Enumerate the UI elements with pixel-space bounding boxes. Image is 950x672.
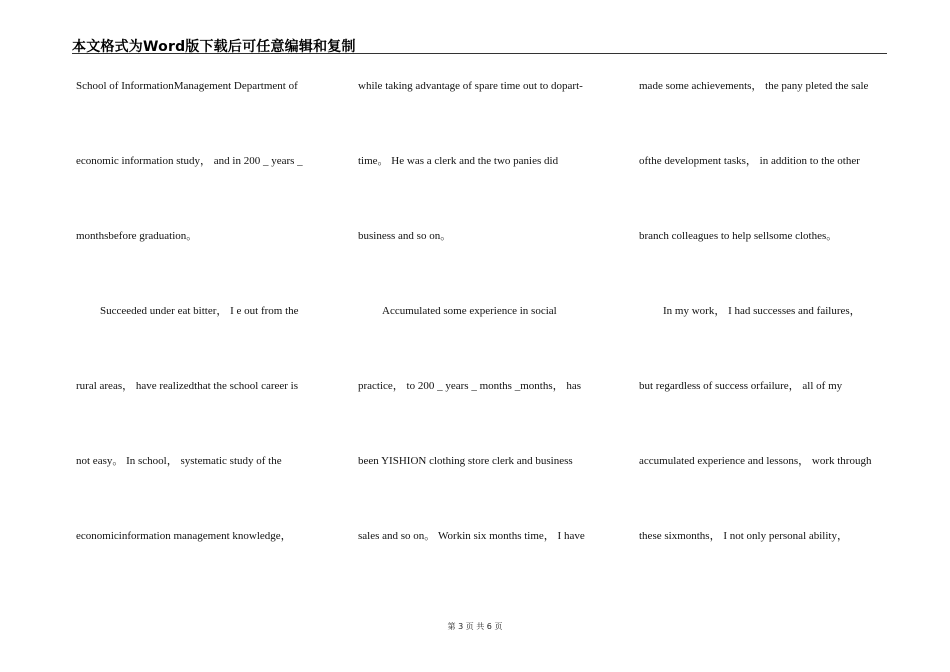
column-3-line-5: but regardless of success orfailure， all of my [639, 380, 843, 392]
column-1-line-1: School of InformationManagement Department of [76, 80, 298, 92]
column-3-line-3: branch colleagues to help sellsome clothes。 [639, 230, 838, 242]
page-number-footer: 第 3 页 共 6 页 [447, 622, 503, 631]
column-3-line-4: In my work， I had successes and failures， [663, 305, 861, 317]
document-header-title: 本文格式为Word版下载后可任意编辑和复制 [72, 39, 356, 55]
column-1-line-3: monthsbefore graduation。 [76, 230, 198, 242]
column-1-line-5: rural areas， have realizedthat the school career is [76, 380, 299, 392]
column-3-line-7: these sixmonths， I not only personal ability， [639, 530, 848, 542]
column-2-line-6: been YISHION clothing store clerk and business [358, 455, 573, 467]
column-3-line-2: ofthe development tasks， in addition to the other [639, 155, 860, 167]
column-3-line-1: made some achievements， the pany pleted the sale [639, 80, 869, 92]
header-divider [72, 53, 887, 54]
column-1-line-4: Succeeded under eat bitter， I e out from the [100, 305, 299, 317]
column-2-line-2: time。 He was a clerk and the two panies did [358, 155, 559, 167]
column-2-line-5: practice， to 200 _ years _ months _months， has [358, 380, 582, 392]
column-3-line-6: accumulated experience and lessons， work through [639, 455, 872, 467]
column-2-line-3: business and so on。 [358, 230, 452, 242]
text-column-1 [76, 78, 326, 603]
text-column-3 [639, 78, 889, 603]
column-2-line-4: Accumulated some experience in social [382, 305, 557, 317]
column-1-line-6: not easy。 In school， systematic study of the [76, 455, 282, 467]
column-1-line-7: economicinformation management knowledge， [76, 530, 292, 542]
column-1-line-2: economic information study， and in 200 _ years _ [76, 155, 303, 167]
column-2-line-7: sales and so on。 Workin six months time， I have [358, 530, 585, 542]
text-column-2 [358, 78, 608, 603]
column-2-line-1: while taking advantage of spare time out to dopart- [358, 80, 583, 92]
